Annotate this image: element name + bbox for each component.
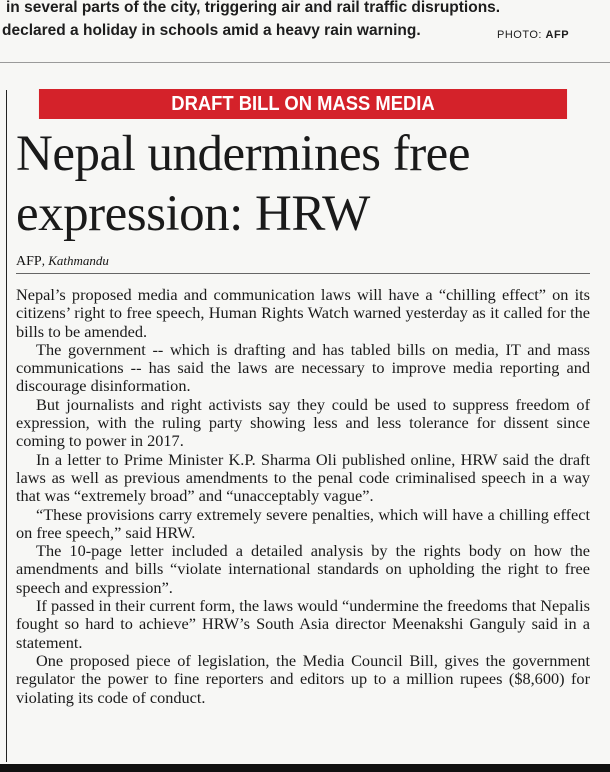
article-paragraph: Nepal’s proposed media and communication laws will have a “chilling effect” on its citizens’ right to free speech, Human Rights Watch warned yesterday as it called for the bills to be amended.	[16, 285, 590, 341]
article-paragraph: The government -- which is drafting and has tabled bills on media, IT and mass communications -- has said the laws are necessary to improve media reporting and discourage disinformation.	[16, 339, 590, 396]
article-headline: Nepal undermines free expression: HRW	[16, 126, 470, 242]
caption-line-1: in several parts of the city, triggering air and rail traffic disruptions.	[6, 0, 501, 16]
article-paragraph: One proposed piece of legislation, the Media Council Bill, gives the government regulator the power to fine reporters and editors up to a million rupees ($8,600) for violating its code of conduct.	[16, 650, 590, 707]
byline-city: Kathmandu	[48, 253, 109, 268]
caption-line-2: declared a holiday in schools amid a heavy rain warning.	[2, 22, 421, 39]
article-paragraph: If passed in their current form, the laws would “undermine the freedoms that Nepalis fought so hard to achieve” HRW’s South Asia director Meenakshi Ganguly said in a statement.	[16, 596, 590, 652]
article-kicker: DRAFT BILL ON MASS MEDIA	[39, 89, 567, 119]
photo-caption	[0, 0, 610, 62]
article-paragraph: But journalists and right activists say they could be used to suppress freedom of expression, with the ruling party showing less and less tolerance for dissent since coming to power in 2017.	[16, 394, 590, 451]
article-byline	[16, 253, 109, 270]
byline-agency: AFP	[16, 254, 42, 269]
article-body	[16, 286, 590, 707]
column-rule	[6, 90, 7, 762]
article-paragraph: “These provisions carry extremely severe penalties, which will have a chilling effect on free speech,” said HRW.	[16, 504, 590, 542]
caption-divider	[0, 62, 610, 63]
photo-credit-source: AFP	[545, 29, 570, 41]
byline-divider	[16, 273, 590, 274]
photo-credit-label: PHOTO:	[497, 29, 542, 41]
article-paragraph: The 10-page letter included a detailed analysis by the rights body on how the amendments and bills “violate international standards on upholding the right to free speech and expression”.	[16, 541, 590, 597]
article-paragraph: In a letter to Prime Minister K.P. Sharma Oli published online, HRW said the draft laws as well as previous amendments to the penal code criminalised speech in a way that was “extremely broad” and “unacceptably vague”.	[16, 449, 590, 506]
byline-separator: ,	[41, 253, 45, 268]
bottom-edge-bar	[0, 764, 610, 772]
photo-credit	[497, 24, 569, 46]
